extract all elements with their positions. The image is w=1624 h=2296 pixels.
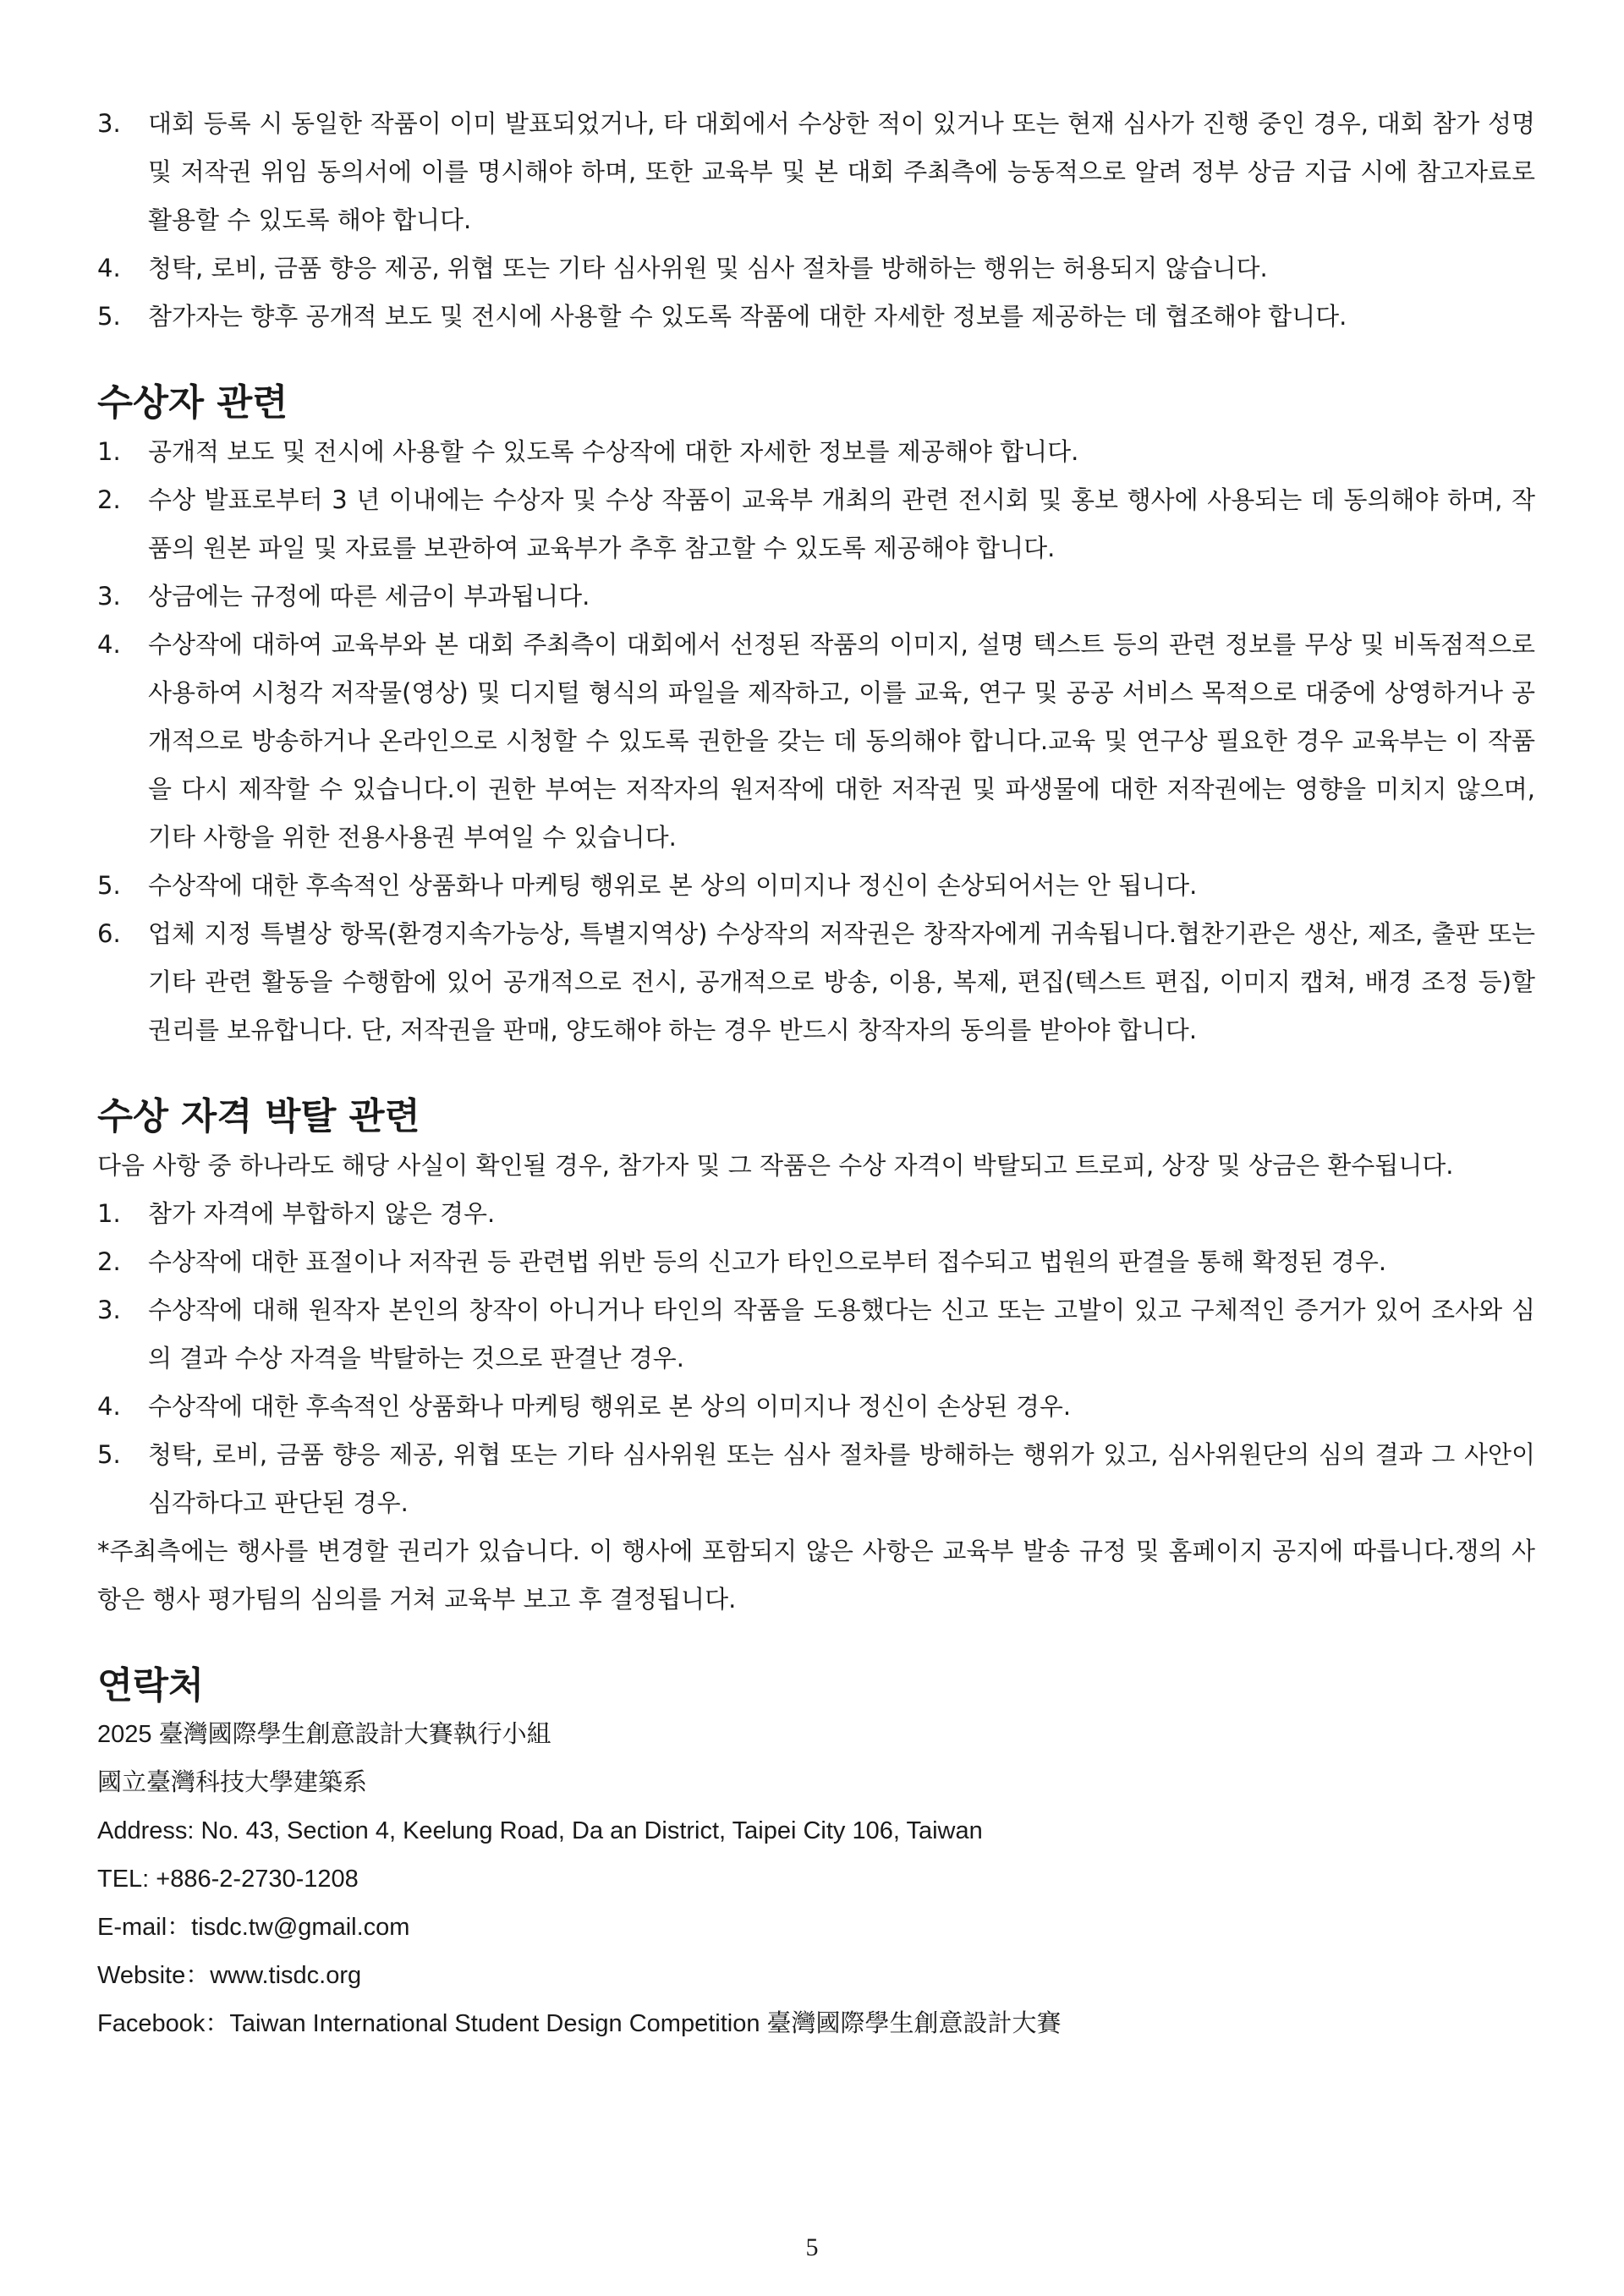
list-number: 1. — [97, 437, 121, 466]
list-text: 상금에는 규정에 따른 세금이 부과됩니다. — [148, 582, 590, 611]
contact-dept: 國立臺灣科技大學建築系 — [97, 1769, 368, 1796]
list-text: 수상 발표로부터 3 년 이내에는 수상자 및 수상 작품이 교육부 개최의 관련 전시회 및 홍보 행사에 사용되는 데 동의해야 하며, 작품의 원본 파일 및 자료를 보관하여 교육부가 추후 참고할 수 있도록 제공해야 합니다. — [148, 485, 1535, 562]
winners-list — [97, 428, 1535, 1055]
list-text: 참가자는 향후 공개적 보도 및 전시에 사용할 수 있도록 작품에 대한 자세한 정보를 제공하는 데 협조해야 합니다. — [148, 302, 1347, 331]
list-number: 5. — [97, 302, 121, 331]
list-text: 수상작에 대해 원작자 본인의 창작이 아니거나 타인의 작품을 도용했다는 신고 또는 고발이 있고 구체적인 증거가 있어 조사와 심의 결과 수상 자격을 박탈하는 것으로 판결난 경우. — [148, 1296, 1535, 1373]
list-number: 2. — [97, 1247, 121, 1276]
list-text: 대회 등록 시 동일한 작품이 이미 발표되었거나, 타 대회에서 수상한 적이 있거나 또는 현재 심사가 진행 중인 경우, 대회 참가 성명 및 저작권 위임 동의서에 이를 명시해야 하며, 또한 교육부 및 본 대회 주최측에 능동적으로 알려 정부 상금 지급 시에 참고자료로 활용할 수 있도록 해야 합니다. — [148, 109, 1535, 234]
spacer — [97, 1624, 1535, 1663]
list-text: 공개적 보도 및 전시에 사용할 수 있도록 수상작에 대한 자세한 정보를 제공해야 합니다. — [148, 437, 1079, 466]
list-number: 3. — [97, 1296, 121, 1324]
list-text: 청탁, 로비, 금품 향응 제공, 위협 또는 기타 심사위원 및 심사 절차를 방해하는 행위는 허용되지 않습니다. — [148, 254, 1268, 282]
list-text: 수상작에 대하여 교육부와 본 대회 주최측이 대회에서 선정된 작품의 이미지, 설명 텍스트 등의 관련 정보를 무상 및 비독점적으로 사용하여 시청각 저작물(영상) 및 디지털 형식의 파일을 제작하고, 이를 교육, 연구 및 공공 서비스 목적으로 대중에 상영하거나 공개적으로 방송하거나 온라인으로 시청할 수 있도록 권한을 갖는 데 동의해야 합니다.교육 및 연구상 필요한 경우 교육부는 이 작품을 다시 제작할 수 있습니다.이 권한 부여는 저작자의 원저작에 대한 저작권 및 파생물에 대한 저작권에는 영향을 미치지 않으며, 기타 사항을 위한 전용사용권 부여일 수 있습니다. — [148, 630, 1535, 852]
top-list — [97, 100, 1535, 341]
list-number: 5. — [97, 1440, 121, 1469]
list-text: 수상작에 대한 후속적인 상품화나 마케팅 행위로 본 상의 이미지나 정신이 손상된 경우. — [148, 1392, 1072, 1421]
document-page — [97, 100, 1535, 2048]
list-number: 5. — [97, 871, 121, 900]
list-text: 참가 자격에 부합하지 않은 경우. — [148, 1199, 496, 1228]
list-item — [97, 476, 1535, 573]
list-number: 3. — [97, 109, 121, 138]
contact-email: E-mail：tisdc.tw@gmail.com — [97, 1914, 410, 1941]
contact-heading: 연락처 — [97, 1665, 205, 1707]
contact-address: Address: No. 43, Section 4, Keelung Road, Da an District, Taipei City 106, Taiwan — [97, 1817, 983, 1844]
list-item — [97, 428, 1535, 476]
list-item — [97, 910, 1535, 1055]
contact-tel: TEL: +886-2-2730-1208 — [97, 1866, 359, 1893]
list-number: 1. — [97, 1199, 121, 1228]
list-item — [97, 244, 1535, 293]
list-text: 청탁, 로비, 금품 향응 제공, 위협 또는 기타 심사위원 또는 심사 절차를 방해하는 행위가 있고, 심사위원단의 심의 결과 그 사안이 심각하다고 판단된 경우. — [148, 1440, 1535, 1517]
list-item — [97, 1190, 1535, 1238]
list-item — [97, 621, 1535, 862]
winners-heading: 수상자 관련 — [97, 382, 288, 425]
list-text: 수상작에 대한 표절이나 저작권 등 관련법 위반 등의 신고가 타인으로부터 접수되고 법원의 판결을 통해 확정된 경우. — [148, 1247, 1387, 1276]
page-number: 5 — [805, 2233, 819, 2261]
list-item — [97, 293, 1535, 341]
disqualification-intro: 다음 사항 중 하나라도 해당 사실이 확인될 경우, 참가자 및 그 작품은 수상 자격이 박탈되고 트로피, 상장 및 상금은 환수됩니다. — [97, 1151, 1454, 1180]
list-item — [97, 862, 1535, 910]
contact-facebook: Facebook：Taiwan International Student Design Competition 臺灣國際學生創意設計大賽 — [97, 2010, 1062, 2037]
disqualification-heading: 수상 자격 박탈 관련 — [97, 1096, 420, 1138]
disqualification-list — [97, 1190, 1535, 1527]
list-number: 2. — [97, 485, 121, 514]
list-text: 업체 지정 특별상 항목(환경지속가능상, 특별지역상) 수상작의 저작권은 창작자에게 귀속됩니다.협찬기관은 생산, 제조, 출판 또는 기타 관련 활동을 수행함에 있어 공개적으로 전시, 공개적으로 방송, 이용, 복제, 편집(텍스트 편집, 이미지 캡쳐, 배경 조정 등)할 권리를 보유합니다. 단, 저작권을 판매, 양도해야 하는 경우 반드시 창작자의 동의를 받아야 합니다. — [148, 919, 1535, 1044]
list-number: 4. — [97, 254, 121, 282]
list-number: 4. — [97, 1392, 121, 1421]
contact-org: 2025 臺灣國際學生創意設計大賽執行小組 — [97, 1721, 551, 1748]
list-item — [97, 1383, 1535, 1431]
list-item — [97, 1431, 1535, 1527]
organizer-note: *주최측에는 행사를 변경할 권리가 있습니다. 이 행사에 포함되지 않은 사항은 교육부 발송 규정 및 홈페이지 공지에 따릅니다.쟁의 사항은 행사 평가팀의 심의를 거쳐 교육부 보고 후 결정됩니다. — [97, 1537, 1535, 1614]
list-number: 6. — [97, 919, 121, 948]
list-item — [97, 1238, 1535, 1286]
list-number: 3. — [97, 582, 121, 611]
list-item — [97, 573, 1535, 621]
list-item — [97, 100, 1535, 244]
spacer — [97, 341, 1535, 380]
list-text: 수상작에 대한 후속적인 상품화나 마케팅 행위로 본 상의 이미지나 정신이 손상되어서는 안 됩니다. — [148, 871, 1198, 900]
spacer — [97, 1055, 1535, 1093]
list-number: 4. — [97, 630, 121, 659]
list-item — [97, 1286, 1535, 1383]
contact-website: Website：www.tisdc.org — [97, 1962, 362, 1989]
